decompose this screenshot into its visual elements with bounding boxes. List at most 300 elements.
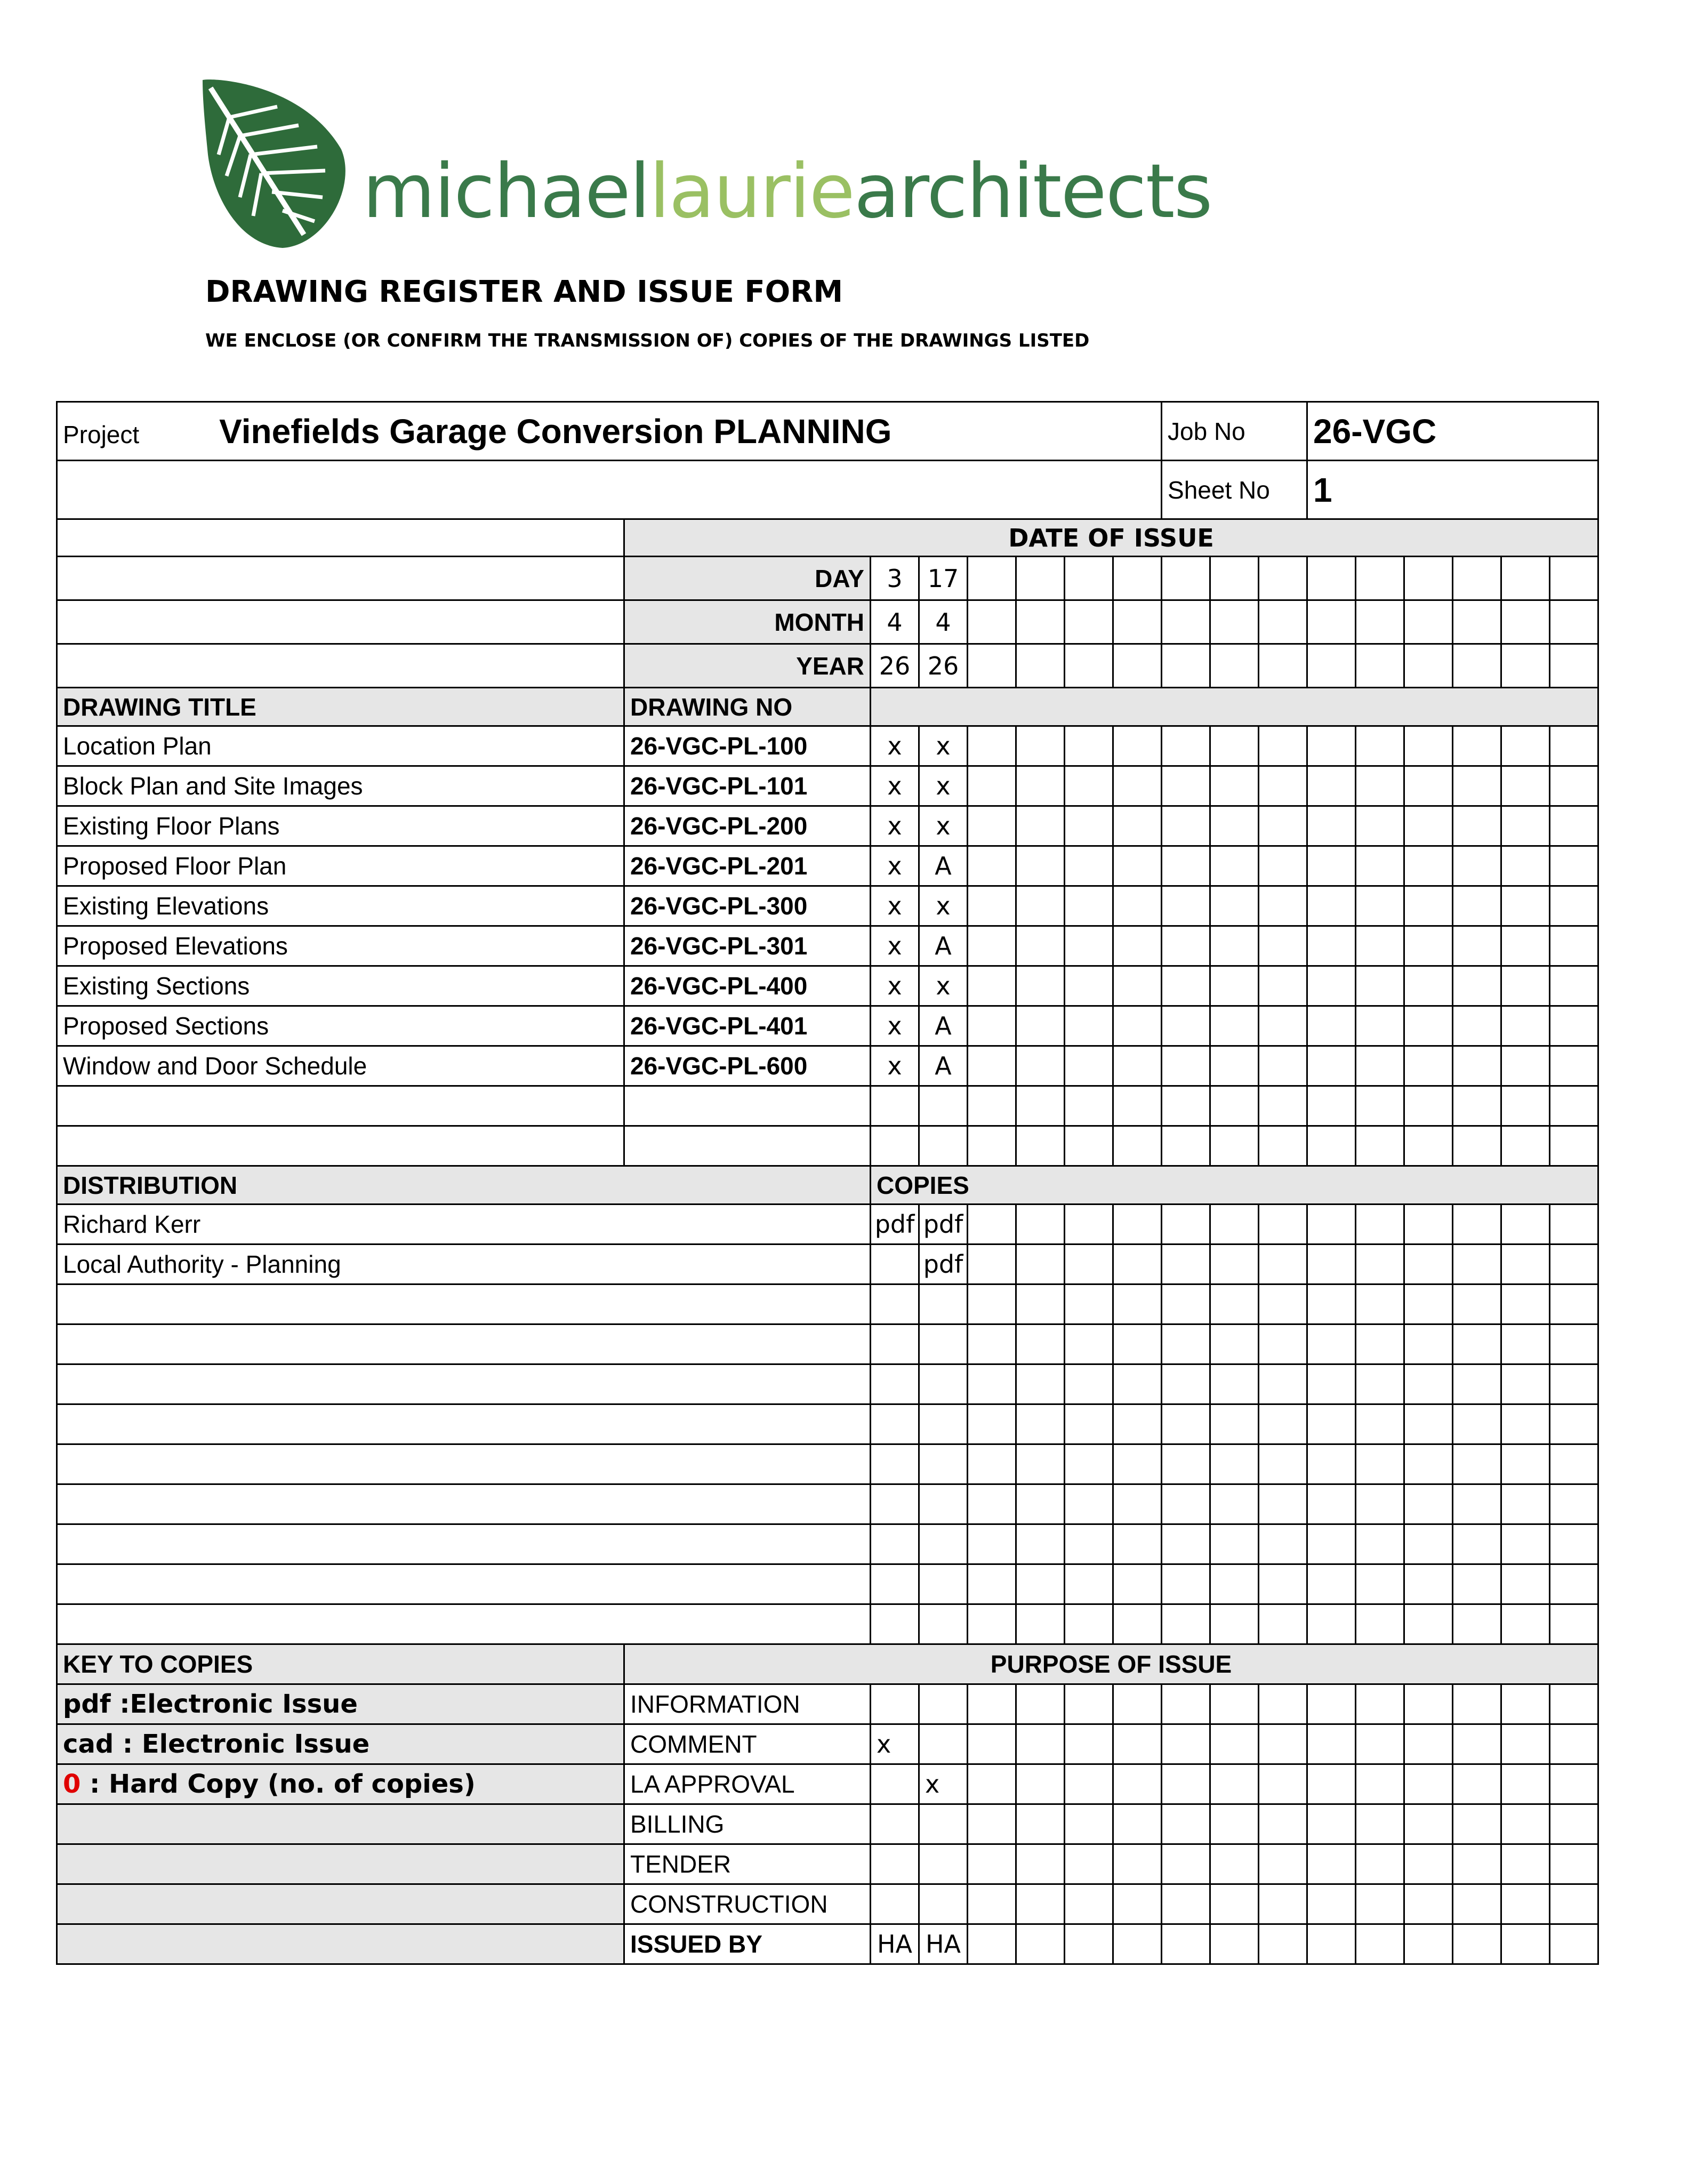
issue-mark <box>919 1086 968 1126</box>
grid-cell <box>1016 1364 1065 1404</box>
grid-cell <box>1065 1284 1113 1324</box>
grid-cell <box>968 1524 1016 1564</box>
grid-cell <box>1453 1364 1501 1404</box>
grid-cell <box>1065 1564 1113 1604</box>
grid-cell <box>1210 1006 1259 1046</box>
sheet-row <box>57 461 1598 519</box>
grid-cell <box>1550 806 1598 846</box>
copy-format <box>919 1404 968 1444</box>
grid-cell <box>1356 846 1404 886</box>
drawing-title: Existing Elevations <box>57 886 624 926</box>
grid-cell <box>1307 726 1356 766</box>
grid-cell <box>1113 766 1162 806</box>
distribution-row <box>57 1205 1598 1244</box>
grid-cell <box>1113 726 1162 766</box>
year-value: 26 <box>871 644 919 688</box>
grid-cell <box>1113 1126 1162 1166</box>
grid-cell <box>1453 1884 1501 1924</box>
grid-cell <box>1307 966 1356 1006</box>
day-row <box>57 557 1598 600</box>
grid-cell <box>1356 886 1404 926</box>
grid-cell <box>1162 557 1210 600</box>
drawing-register-table <box>56 401 1599 1965</box>
grid-cell <box>1065 1884 1113 1924</box>
grid-cell <box>1356 1724 1404 1764</box>
grid-cell <box>1550 644 1598 688</box>
grid-cell <box>1356 1484 1404 1524</box>
grid-cell <box>1501 1126 1550 1166</box>
key-header: KEY TO COPIES <box>57 1644 624 1684</box>
grid-cell <box>1210 1324 1259 1364</box>
grid-cell <box>1307 1604 1356 1644</box>
grid-cell <box>1453 644 1501 688</box>
copy-format: pdf <box>919 1244 968 1284</box>
brand-name-part2: laurie <box>649 148 854 235</box>
grid-cell <box>1162 1244 1210 1284</box>
grid-cell <box>1550 1724 1598 1764</box>
grid-cell <box>1307 1404 1356 1444</box>
grid-cell <box>1404 1524 1453 1564</box>
grid-cell <box>1550 600 1598 644</box>
distribution-row <box>57 1364 1598 1404</box>
grid-cell <box>1501 1244 1550 1284</box>
grid-cell <box>1404 1086 1453 1126</box>
recipient-name <box>57 1524 871 1564</box>
grid-cell <box>1307 886 1356 926</box>
purpose-mark <box>919 1804 968 1844</box>
grid-cell <box>1453 1205 1501 1244</box>
grid-cell <box>1210 1126 1259 1166</box>
grid-cell <box>1210 926 1259 966</box>
brand-name-part3: architects <box>854 148 1212 235</box>
grid-cell <box>1501 766 1550 806</box>
grid-cell <box>1404 766 1453 806</box>
grid-cell <box>1162 1764 1210 1804</box>
brand-wordmark <box>363 148 1212 235</box>
grid-cell <box>968 1604 1016 1644</box>
grid-cell <box>1356 1444 1404 1484</box>
drawing-row <box>57 886 1598 926</box>
grid-cell <box>1453 1046 1501 1086</box>
grid-cell <box>1307 1205 1356 1244</box>
grid-cell <box>1453 1684 1501 1724</box>
grid-cell <box>1550 1324 1598 1364</box>
grid-cell <box>1259 1324 1307 1364</box>
grid-cell <box>1210 1404 1259 1444</box>
grid-cell <box>1404 886 1453 926</box>
issue-mark: x <box>871 966 919 1006</box>
purpose-row <box>57 1764 1598 1804</box>
purpose-mark: x <box>871 1724 919 1764</box>
grid-cell <box>1501 1284 1550 1324</box>
drawing-no: 26-VGC-PL-101 <box>624 766 871 806</box>
grid-cell <box>1356 1046 1404 1086</box>
grid-cell <box>1065 1804 1113 1844</box>
grid-cell <box>968 766 1016 806</box>
grid-cell <box>1259 1684 1307 1724</box>
distribution-row <box>57 1404 1598 1444</box>
issue-mark: x <box>871 726 919 766</box>
grid-cell <box>1453 557 1501 600</box>
grid-cell <box>968 1284 1016 1324</box>
drawing-row <box>57 766 1598 806</box>
grid-cell <box>1259 1444 1307 1484</box>
grid-cell <box>1210 1524 1259 1564</box>
grid-cell <box>1404 1764 1453 1804</box>
grid-cell <box>1307 1086 1356 1126</box>
grid-cell <box>1404 806 1453 846</box>
grid-cell <box>1501 1006 1550 1046</box>
grid-cell <box>1016 1604 1065 1644</box>
grid-cell <box>1210 1444 1259 1484</box>
purpose-label: COMMENT <box>624 1724 871 1764</box>
grid-cell <box>1356 600 1404 644</box>
grid-cell <box>1210 1804 1259 1844</box>
grid-cell <box>1356 1524 1404 1564</box>
grid-cell <box>1016 1684 1065 1724</box>
grid-cell <box>1210 1205 1259 1244</box>
grid-cell <box>1016 1724 1065 1764</box>
grid-cell <box>1016 1324 1065 1364</box>
purpose-header: PURPOSE OF ISSUE <box>624 1644 1598 1684</box>
issue-mark: A <box>919 1006 968 1046</box>
issue-mark: x <box>871 926 919 966</box>
grid-cell <box>1210 846 1259 886</box>
grid-cell <box>1356 557 1404 600</box>
grid-cell <box>1453 806 1501 846</box>
grid-cell <box>1356 1564 1404 1604</box>
grid-cell <box>1550 1884 1598 1924</box>
recipient-name <box>57 1484 871 1524</box>
grid-cell <box>1453 766 1501 806</box>
drawing-header-row <box>57 688 1598 726</box>
key-item-text: cad : Electronic Issue <box>63 1729 370 1759</box>
grid-cell <box>1016 1524 1065 1564</box>
grid-cell <box>1550 1604 1598 1644</box>
grid-cell <box>1016 600 1065 644</box>
copy-format <box>871 1604 919 1644</box>
distribution-row <box>57 1484 1598 1524</box>
grid-cell <box>1404 1006 1453 1046</box>
blank-cell <box>871 688 1598 726</box>
grid-cell <box>968 886 1016 926</box>
purpose-label: TENDER <box>624 1844 871 1884</box>
copy-format <box>871 1564 919 1604</box>
day-value: 17 <box>919 557 968 600</box>
grid-cell <box>1065 806 1113 846</box>
brand-name-part1: michael <box>363 148 649 235</box>
grid-cell <box>1065 1046 1113 1086</box>
form-title: DRAWING REGISTER AND ISSUE FORM <box>205 275 843 309</box>
form-subtitle: WE ENCLOSE (OR CONFIRM THE TRANSMISSION OF) COPIES OF THE DRAWINGS LISTED <box>205 330 1090 351</box>
recipient-name: Richard Kerr <box>57 1205 871 1244</box>
grid-cell <box>1356 1244 1404 1284</box>
distribution-row <box>57 1444 1598 1484</box>
grid-cell <box>1210 600 1259 644</box>
drawing-no: 26-VGC-PL-400 <box>624 966 871 1006</box>
grid-cell <box>1259 1404 1307 1444</box>
grid-cell <box>1113 966 1162 1006</box>
blank-cell <box>57 557 624 600</box>
grid-cell <box>1259 1604 1307 1644</box>
recipient-name: Local Authority - Planning <box>57 1244 871 1284</box>
blank-cell <box>57 644 624 688</box>
distribution-row <box>57 1604 1598 1644</box>
grid-cell <box>1356 926 1404 966</box>
grid-cell <box>1162 1804 1210 1844</box>
grid-cell <box>968 926 1016 966</box>
grid-cell <box>1550 1684 1598 1724</box>
grid-cell <box>1550 766 1598 806</box>
grid-cell <box>1307 846 1356 886</box>
grid-cell <box>1259 806 1307 846</box>
grid-cell <box>968 1924 1016 1964</box>
grid-cell <box>1356 1324 1404 1364</box>
copy-format: pdf <box>919 1205 968 1244</box>
copy-format <box>871 1244 919 1284</box>
grid-cell <box>1065 1724 1113 1764</box>
grid-cell <box>1307 1364 1356 1404</box>
grid-cell <box>1210 1604 1259 1644</box>
grid-cell <box>1501 926 1550 966</box>
issue-mark: A <box>919 1046 968 1086</box>
copy-format <box>919 1524 968 1564</box>
grid-cell <box>1259 726 1307 766</box>
grid-cell <box>1016 766 1065 806</box>
grid-cell <box>1453 1444 1501 1484</box>
grid-cell <box>1404 1324 1453 1364</box>
grid-cell <box>1356 1604 1404 1644</box>
grid-cell <box>1016 1284 1065 1324</box>
project-name: Vinefields Garage Conversion PLANNING <box>219 412 892 451</box>
grid-cell <box>1259 1484 1307 1524</box>
grid-cell <box>1113 1844 1162 1884</box>
purpose-row <box>57 1884 1598 1924</box>
issue-mark: x <box>919 726 968 766</box>
grid-cell <box>1210 1284 1259 1324</box>
grid-cell <box>1162 806 1210 846</box>
grid-cell <box>1065 600 1113 644</box>
purpose-mark: x <box>919 1764 968 1804</box>
grid-cell <box>1259 1364 1307 1404</box>
grid-cell <box>1550 1364 1598 1404</box>
grid-cell <box>1501 1764 1550 1804</box>
grid-cell <box>968 1404 1016 1444</box>
grid-cell <box>1162 1844 1210 1884</box>
grid-cell <box>1016 846 1065 886</box>
grid-cell <box>1113 600 1162 644</box>
drawing-title: Window and Door Schedule <box>57 1046 624 1086</box>
grid-cell <box>1307 1126 1356 1166</box>
issue-mark <box>871 1086 919 1126</box>
drawing-row <box>57 966 1598 1006</box>
grid-cell <box>1162 966 1210 1006</box>
grid-cell <box>1550 1006 1598 1046</box>
grid-cell <box>1113 926 1162 966</box>
grid-cell <box>1113 557 1162 600</box>
drawing-row <box>57 1126 1598 1166</box>
drawing-row <box>57 726 1598 766</box>
grid-cell <box>1162 1205 1210 1244</box>
grid-cell <box>1162 1724 1210 1764</box>
grid-cell <box>1550 1444 1598 1484</box>
grid-cell <box>1016 1086 1065 1126</box>
grid-cell <box>1501 886 1550 926</box>
grid-cell <box>1501 1086 1550 1126</box>
grid-cell <box>1501 846 1550 886</box>
issue-mark <box>919 1126 968 1166</box>
blank-cell <box>57 461 1162 519</box>
grid-cell <box>1501 1684 1550 1724</box>
drawing-title <box>57 1126 624 1166</box>
grid-cell <box>968 806 1016 846</box>
purpose-mark <box>919 1724 968 1764</box>
grid-cell <box>1065 1444 1113 1484</box>
key-header-row <box>57 1644 1598 1684</box>
grid-cell <box>1404 1684 1453 1724</box>
purpose-label: CONSTRUCTION <box>624 1884 871 1924</box>
grid-cell <box>1259 926 1307 966</box>
date-of-issue-header: DATE OF ISSUE <box>624 519 1598 557</box>
grid-cell <box>1550 1804 1598 1844</box>
grid-cell <box>1259 1126 1307 1166</box>
grid-cell <box>1065 846 1113 886</box>
grid-cell <box>1113 1205 1162 1244</box>
drawing-row <box>57 1046 1598 1086</box>
grid-cell <box>1016 1924 1065 1964</box>
drawing-no: 26-VGC-PL-201 <box>624 846 871 886</box>
grid-cell <box>1501 1804 1550 1844</box>
copies-header: COPIES <box>871 1166 1598 1205</box>
grid-cell <box>1453 1524 1501 1564</box>
job-no-value <box>1307 402 1598 461</box>
grid-cell <box>1356 1684 1404 1724</box>
grid-cell <box>1065 1764 1113 1804</box>
grid-cell <box>1016 1244 1065 1284</box>
grid-cell <box>1307 644 1356 688</box>
grid-cell <box>1356 966 1404 1006</box>
grid-cell <box>1501 1564 1550 1604</box>
grid-cell <box>1210 966 1259 1006</box>
grid-cell <box>1259 600 1307 644</box>
grid-cell <box>1404 1046 1453 1086</box>
grid-cell <box>1113 1086 1162 1126</box>
drawing-row <box>57 806 1598 846</box>
grid-cell <box>1404 1604 1453 1644</box>
grid-cell <box>1404 1484 1453 1524</box>
drawing-no: 26-VGC-PL-301 <box>624 926 871 966</box>
grid-cell <box>1404 966 1453 1006</box>
grid-cell <box>1162 1126 1210 1166</box>
blank-cell <box>57 519 624 557</box>
grid-cell <box>1162 1524 1210 1564</box>
grid-cell <box>1453 1006 1501 1046</box>
grid-cell <box>1162 1046 1210 1086</box>
grid-cell <box>1065 1205 1113 1244</box>
grid-cell <box>1065 886 1113 926</box>
key-item-text: pdf :Electronic Issue <box>63 1689 358 1719</box>
purpose-mark <box>919 1884 968 1924</box>
drawing-no: 26-VGC-PL-300 <box>624 886 871 926</box>
issue-mark: x <box>871 806 919 846</box>
copy-format <box>919 1284 968 1324</box>
grid-cell <box>1210 1764 1259 1804</box>
grid-cell <box>1210 1086 1259 1126</box>
copy-format <box>919 1444 968 1484</box>
grid-cell <box>1307 1324 1356 1364</box>
issue-mark: x <box>871 1006 919 1046</box>
hard-copy-count: 0 <box>63 1769 81 1799</box>
grid-cell <box>1550 1404 1598 1444</box>
grid-cell <box>1550 1086 1598 1126</box>
grid-cell <box>968 1564 1016 1604</box>
grid-cell <box>1065 1924 1113 1964</box>
grid-cell <box>1453 1126 1501 1166</box>
grid-cell <box>1501 600 1550 644</box>
grid-cell <box>1453 1086 1501 1126</box>
grid-cell <box>1404 557 1453 600</box>
grid-cell <box>1113 1684 1162 1724</box>
grid-cell <box>1065 1604 1113 1644</box>
grid-cell <box>1162 726 1210 766</box>
grid-cell <box>1162 1604 1210 1644</box>
grid-cell <box>968 600 1016 644</box>
leaf-icon <box>197 75 352 251</box>
grid-cell <box>1501 644 1550 688</box>
grid-cell <box>1307 1724 1356 1764</box>
grid-cell <box>1550 1244 1598 1284</box>
grid-cell <box>1016 1884 1065 1924</box>
purpose-mark <box>871 1844 919 1884</box>
grid-cell <box>1307 1884 1356 1924</box>
key-item <box>57 1684 624 1724</box>
grid-cell <box>1065 1364 1113 1404</box>
grid-cell <box>1453 1764 1501 1804</box>
grid-cell <box>1016 1046 1065 1086</box>
grid-cell <box>1356 1126 1404 1166</box>
grid-cell <box>1016 1205 1065 1244</box>
purpose-row <box>57 1844 1598 1884</box>
project-label: Project <box>63 420 140 448</box>
grid-cell <box>968 1126 1016 1166</box>
grid-cell <box>1404 1404 1453 1444</box>
copy-format <box>871 1404 919 1444</box>
distribution-row <box>57 1324 1598 1364</box>
grid-cell <box>1259 966 1307 1006</box>
grid-cell <box>1162 846 1210 886</box>
drawing-no: 26-VGC-PL-600 <box>624 1046 871 1086</box>
grid-cell <box>1307 600 1356 644</box>
copy-format: pdf <box>871 1205 919 1244</box>
grid-cell <box>1453 1924 1501 1964</box>
copy-format <box>919 1604 968 1644</box>
issuer-initials: HA <box>919 1924 968 1964</box>
grid-cell <box>1162 1564 1210 1604</box>
drawing-title: Existing Floor Plans <box>57 806 624 846</box>
grid-cell <box>1259 1884 1307 1924</box>
grid-cell <box>1016 1006 1065 1046</box>
date-of-issue-row <box>57 519 1598 557</box>
grid-cell <box>968 1046 1016 1086</box>
grid-cell <box>1113 1404 1162 1444</box>
purpose-mark <box>919 1684 968 1724</box>
grid-cell <box>1501 726 1550 766</box>
grid-cell <box>1404 1205 1453 1244</box>
grid-cell <box>1307 1046 1356 1086</box>
drawing-no: 26-VGC-PL-100 <box>624 726 871 766</box>
drawing-row <box>57 1086 1598 1126</box>
month-value: 4 <box>919 600 968 644</box>
